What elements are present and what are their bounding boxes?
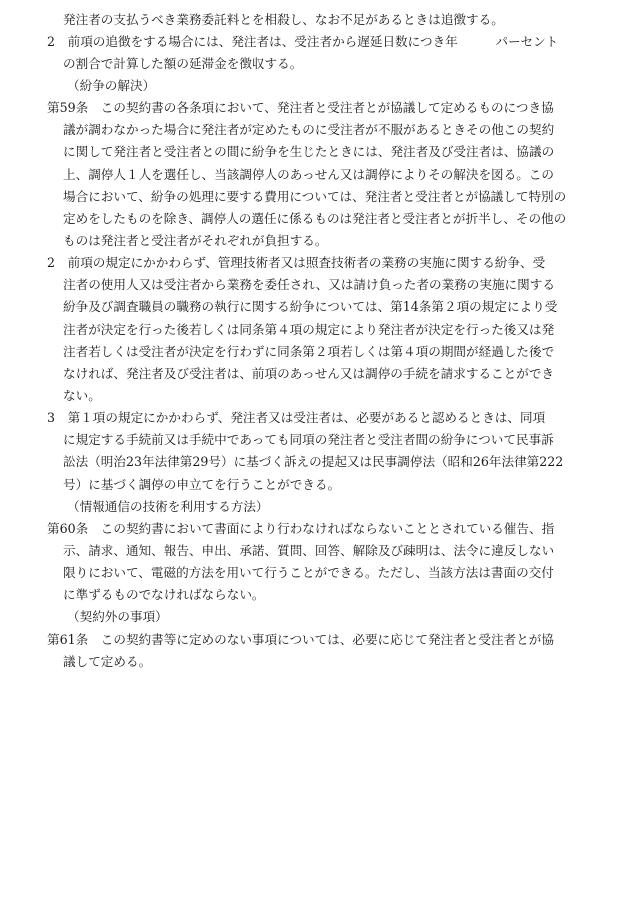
text-line: に準ずるものでなければならない。 bbox=[63, 587, 265, 602]
text-line: に関して発注者と受注者との間に紛争を生じたときには、発注者及び受注者は、協議の bbox=[63, 144, 555, 159]
text-line: 議して定める。 bbox=[63, 654, 152, 669]
text-line: ない。 bbox=[63, 388, 101, 403]
text-line: 示、請求、通知、報告、申出、承諾、質問、回答、解除及び疎明は、法令に違反しない bbox=[63, 543, 555, 558]
article-line: 第59条 この契約書の各条項において、発注者と受注者とが協議して定めるものにつき協 bbox=[47, 100, 554, 115]
text-line: なければ、発注者及び受注者は、前項のあっせん又は調停の手続を請求することができ bbox=[63, 366, 555, 381]
paragraph-line: 3 第１項の規定にかかわらず、発注者又は受注者は、必要があると認めるときは、同項 bbox=[47, 410, 546, 425]
text-line: 場合において、紛争の処理に要する費用については、発注者と受注者とが協議して特別の bbox=[63, 189, 567, 204]
text-line: 訟法（明治23年法律第29号）に基づく訴えの提起又は民事調停法（昭和26年法律第222 bbox=[63, 454, 564, 469]
text-line: 紛争及び調査職員の職務の執行に関する紛争については、第14条第２項の規定により受 bbox=[63, 299, 558, 314]
paragraph-line: 2 前項の追徴をする場合には、発注者は、受注者から遅延日数につき年 パーセント bbox=[47, 34, 559, 49]
text-line: 定めをしたものを除き、調停人の選任に係るものは発注者と受注者とが折半し、その他の bbox=[63, 211, 567, 226]
article-line: 第60条 この契約書において書面により行わなければならないこととされている催告、指 bbox=[47, 521, 555, 536]
text-line: 上、調停人１人を選任し、当該調停人のあっせん又は調停によりその解決を図る。この bbox=[63, 167, 555, 182]
text-line: 号）に基づく調停の申立てを行うことができる。 bbox=[63, 477, 341, 492]
text-line: の割合で計算した額の延滞金を徴収する。 bbox=[63, 56, 303, 71]
section-heading: （契約外の事項） bbox=[67, 609, 168, 624]
section-heading: （情報通信の技術を利用する方法） bbox=[67, 499, 269, 514]
text-line: 発注者の支払うべき業務委託料とを相殺し、なお不足があるときは追徴する。 bbox=[63, 12, 504, 27]
text-line: 注者の使用人又は受注者から業務を委任され、又は請け負った者の業務の実施に関する bbox=[63, 277, 555, 292]
paragraph-line: 2 前項の規定にかかわらず、管理技術者又は照査技術者の業務の実施に関する紛争、受 bbox=[47, 255, 546, 270]
text-line: 注者が決定を行った後若しくは同条第４項の規定により発注者が決定を行った後又は発 bbox=[63, 322, 555, 337]
text-line: ものは発注者と受注者がそれぞれが負担する。 bbox=[63, 233, 328, 248]
text-line: 注者若しくは受注者が決定を行わずに同条第２項若しくは第４項の期間が経過した後で bbox=[63, 344, 555, 359]
text-line: 議が調わなかった場合に発注者が定めたものに受注者が不服があるときその他この契約 bbox=[63, 122, 555, 137]
text-line: に規定する手続前又は手続中であっても同項の発注者と受注者間の紛争について民事訴 bbox=[63, 432, 554, 447]
text-line: 限りにおいて、電磁的方法を用いて行うことができる。ただし、当該方法は書面の交付 bbox=[63, 565, 554, 580]
section-heading: （紛争の解決） bbox=[67, 78, 156, 93]
article-line: 第61条 この契約書等に定めのない事項については、必要に応じて発注者と受注者とが協 bbox=[47, 632, 554, 647]
